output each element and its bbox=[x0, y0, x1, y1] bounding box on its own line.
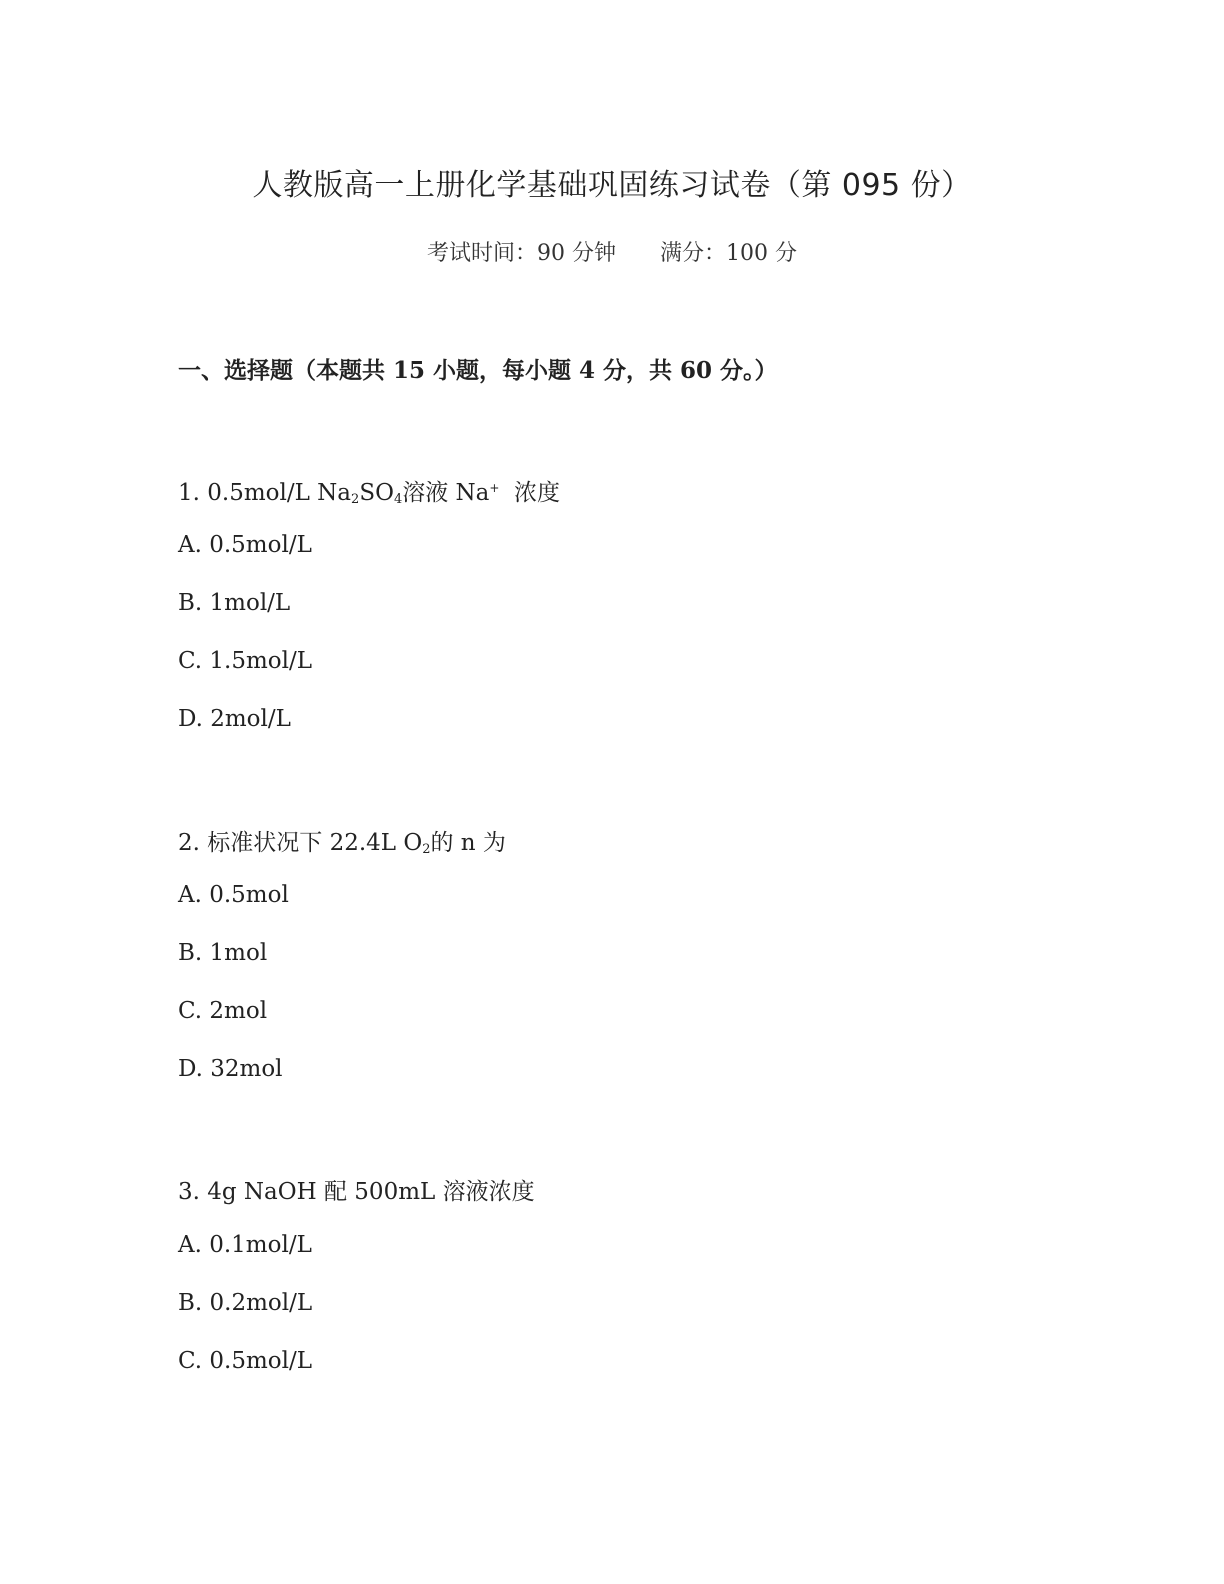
question-1-stem: 1. 0.5mol/L $Na_2SO_4$溶液 Na+ 浓度 bbox=[178, 480, 561, 507]
question-2-stem: 2. 标准状况下 22.4L $O_2$的 n 为 bbox=[178, 830, 506, 857]
exam-time: 考试时间：90 分钟 bbox=[427, 241, 616, 266]
exam-title: 人教版高一上册化学基础巩固练习试卷（第 095 份） bbox=[252, 168, 972, 203]
question-3-stem: 3. 4g NaOH 配 500mL 溶液浓度 bbox=[178, 1179, 535, 1205]
question-2-option-b: B. 1mol bbox=[178, 940, 268, 966]
question-3-option-a: A. 0.1mol/L bbox=[178, 1232, 312, 1258]
question-2-option-a: A. 0.5mol bbox=[178, 882, 289, 908]
question-1-option-a: A. 0.5mol/L bbox=[178, 532, 312, 558]
question-3-option-c: C. 0.5mol/L bbox=[178, 1348, 313, 1374]
question-1-option-c: C. 1.5mol/L bbox=[178, 648, 313, 674]
exam-info bbox=[0, 236, 1224, 267]
full-score: 满分：100 分 bbox=[660, 241, 797, 266]
question-1-option-d: D. 2mol/L bbox=[178, 706, 291, 732]
question-2-option-c: C. 2mol bbox=[178, 998, 268, 1024]
question-2-option-d: D. 32mol bbox=[178, 1056, 283, 1082]
question-1-option-b: B. 1mol/L bbox=[178, 590, 291, 616]
section-heading: 一、选择题（本题共 15 小题，每小题 4 分，共 60 分。） bbox=[178, 357, 778, 384]
question-3-option-b: B. 0.2mol/L bbox=[178, 1290, 313, 1316]
